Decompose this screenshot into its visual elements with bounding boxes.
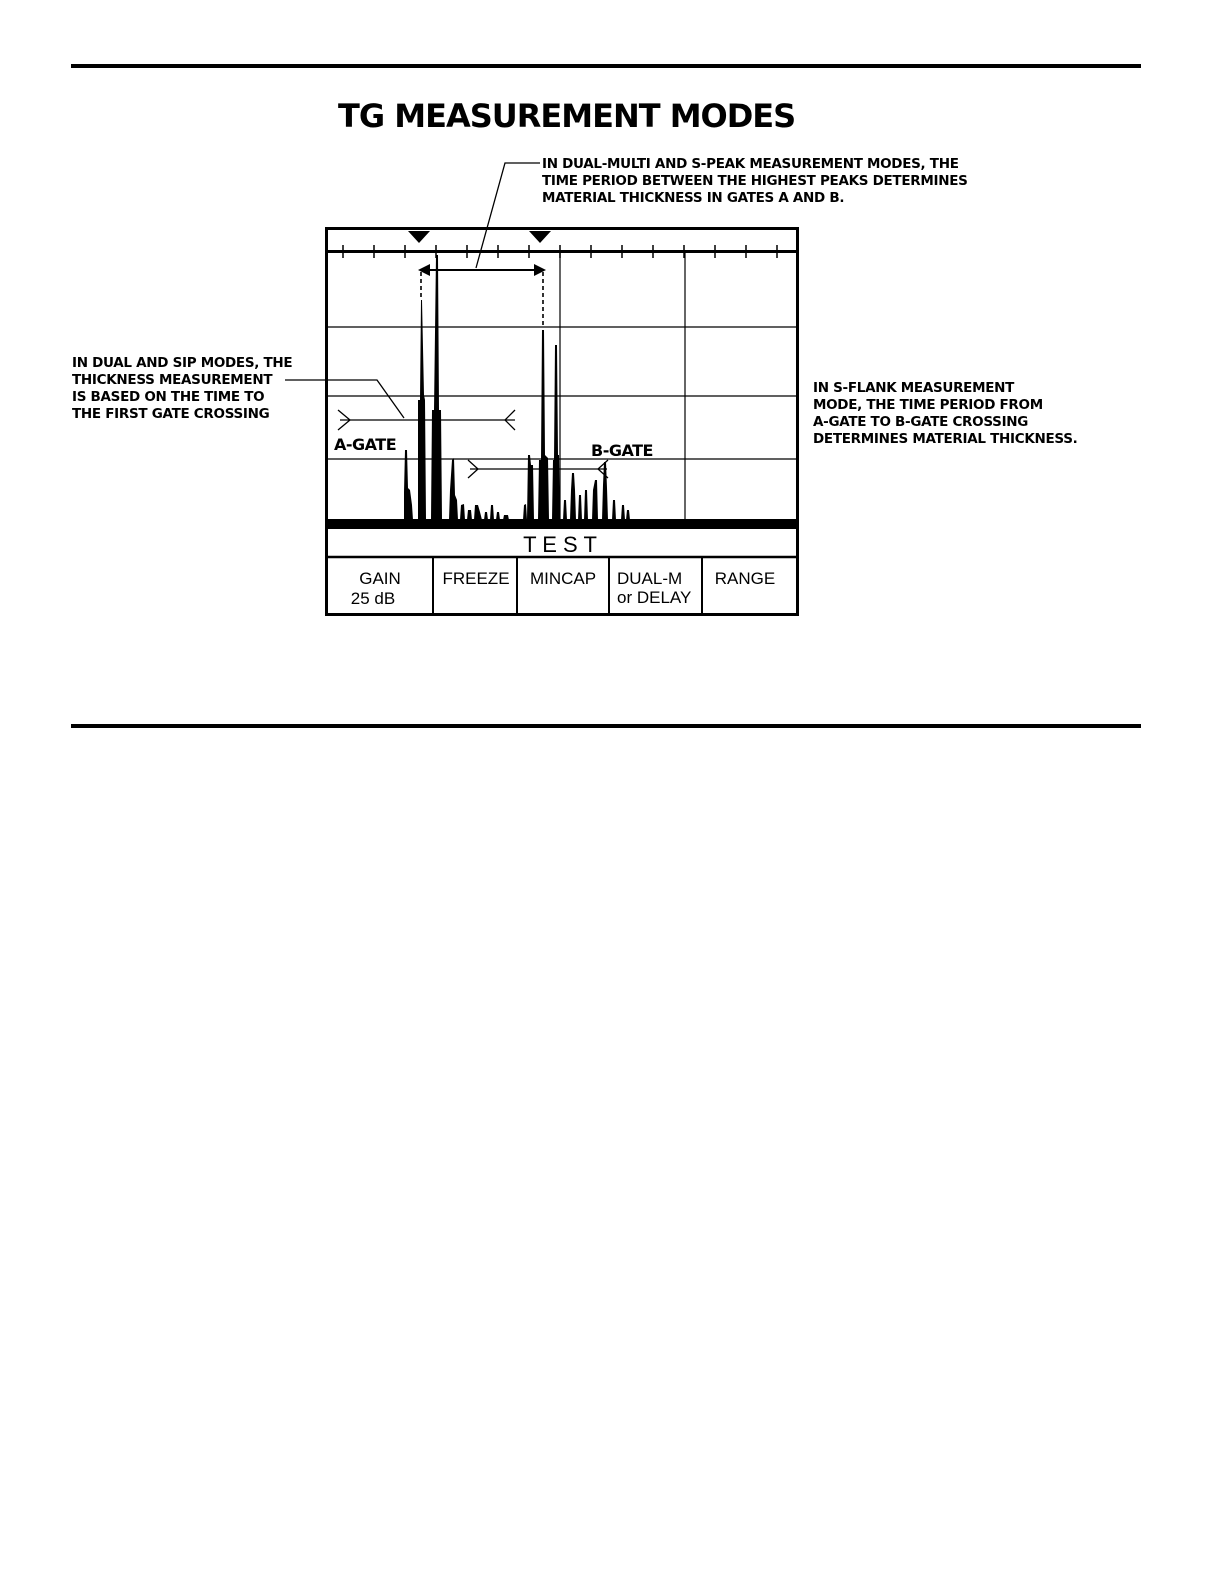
softkey-range[interactable] [703,558,796,612]
arrow-right-icon [534,264,546,276]
softkey-mincap[interactable] [518,558,608,612]
status-text: T E S T [523,532,597,557]
note-line: A-GATE TO B-GATE CROSSING [813,414,1029,430]
b-gate-marker-icon [529,231,551,243]
softkey-mincap-label: MINCAP [529,569,597,588]
softkey-dual-m-sublabel: or DELAY [617,588,692,607]
note-line: THE FIRST GATE CROSSING [72,406,270,422]
note-line: MATERIAL THICKNESS IN GATES A AND B. [542,190,845,206]
note-line: IN S-FLANK MEASUREMENT [813,380,1015,396]
softkey-gain-value: 25 dB [350,589,396,608]
softkey-freeze-label: FREEZE [442,569,510,588]
note-line: MODE, THE TIME PERIOD FROM [813,397,1043,413]
a-gate-label: A-GATE [334,435,397,454]
b-gate-label: B-GATE [591,441,653,460]
oscilloscope-diagram [0,0,1224,740]
note-line: TIME PERIOD BETWEEN THE HIGHEST PEAKS DETERMINES [542,173,968,189]
left-note-leader [285,380,404,418]
note-line: DETERMINES MATERIAL THICKNESS. [813,431,1078,447]
baseline [328,519,796,529]
note-line: THICKNESS MEASUREMENT [72,372,273,388]
softkey-freeze[interactable] [434,558,516,612]
note-line: IN DUAL AND SIP MODES, THE [72,355,293,371]
softkey-gain-label: GAIN [359,569,401,588]
a-gate-marker-icon [408,231,430,243]
note-line: IS BASED ON THE TIME TO [72,389,265,405]
graticule-grid [328,252,796,520]
softkey-range-label: RANGE [714,569,776,588]
note-line: IN DUAL-MULTI AND S-PEAK MEASUREMENT MODES, THE [542,156,959,172]
softkey-dual-m[interactable] [610,558,701,612]
softkey-gain[interactable] [328,558,432,612]
echo-waveform [404,255,630,520]
page-title: TG MEASUREMENT MODES [338,97,796,135]
arrow-left-icon [418,264,430,276]
b-gate-bracket [468,460,608,478]
softkey-dual-m-label: DUAL-M [617,569,683,588]
a-gate-bracket [338,410,515,430]
